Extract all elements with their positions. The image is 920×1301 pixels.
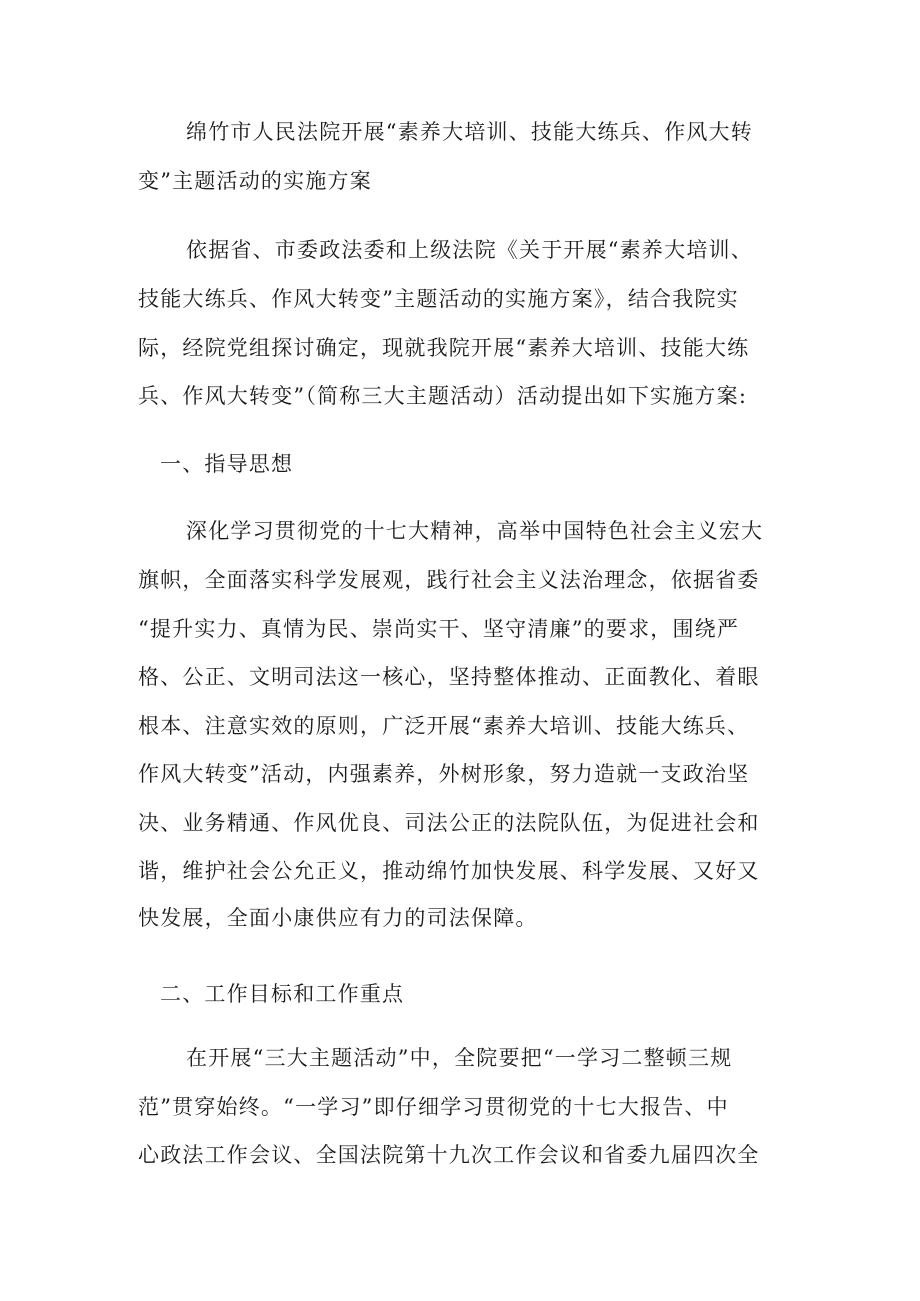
intro-line-2: 技能大练兵、作风大转变”主题活动的实施方案》，结合我院实 bbox=[138, 287, 739, 311]
section-2-line-2: 范”贯穿始终。“一学习”即仔细学习贯彻党的十七大报告、中 bbox=[138, 1095, 729, 1119]
intro-line-4: 兵、作风大转变”（简称三大主题活动）活动提出如下实施方案: bbox=[138, 384, 748, 408]
section-1-line-1: 深化学习贯彻党的十七大精神，高举中国特色社会主义宏大 bbox=[186, 519, 764, 543]
section-1-line-9: 快发展，全面小康供应有力的司法保障。 bbox=[138, 906, 538, 930]
section-1-heading: 一、指导思想 bbox=[160, 452, 294, 476]
section-1-line-5: 根本、注意实效的原则，广泛开展“素养大培训、技能大练兵、 bbox=[138, 714, 750, 738]
document-title-line-1: 绵竹市人民法院开展“素养大培训、技能大练兵、作风大转 bbox=[186, 120, 753, 144]
intro-line-1: 依据省、市委政法委和上级法院《关于开展“素养大培训、 bbox=[186, 238, 753, 262]
section-1-line-4: 格、公正、文明司法这一核心，坚持整体推动、正面教化、着眼 bbox=[138, 665, 760, 689]
section-1-line-7: 决、业务精通、作风优良、司法公正的法院队伍，为促进社会和 bbox=[138, 811, 760, 835]
section-1-line-2: 旗帜，全面落实科学发展观，践行社会主义法治理念，依据省委 bbox=[138, 568, 760, 592]
section-1-line-6: 作风大转变”活动，内强素养，外树形象，努力造就一支政治坚 bbox=[138, 762, 750, 786]
intro-line-3: 际，经院党组探讨确定，现就我院开展“素养大培训、技能大练 bbox=[138, 336, 750, 360]
document-title-line-2: 变”主题活动的实施方案 bbox=[138, 169, 372, 193]
section-2-heading: 二、工作目标和工作重点 bbox=[160, 982, 405, 1006]
section-1-line-8: 谐，维护社会公允正义，推动绵竹加快发展、科学发展、又好又 bbox=[138, 859, 760, 883]
section-2-line-1: 在开展“三大主题活动”中，全院要把“一学习二整顿三规 bbox=[186, 1046, 733, 1070]
section-2-line-3: 心政法工作会议、全国法院第十九次工作会议和省委九届四次全 bbox=[138, 1143, 760, 1167]
section-1-line-3: “提升实力、真情为民、崇尚实干、坚守清廉”的要求，围绕严 bbox=[138, 617, 740, 641]
